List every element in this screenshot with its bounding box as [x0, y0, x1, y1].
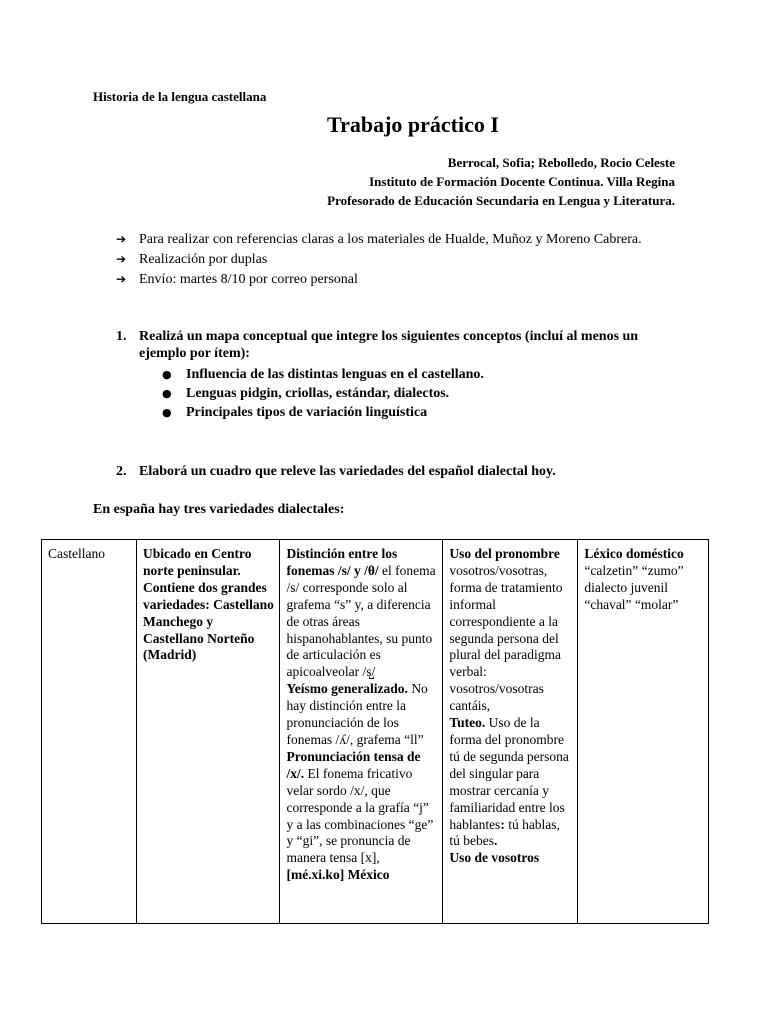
dot-icon: ● — [162, 368, 172, 381]
list-item: ● Lenguas pidgin, criollas, estándar, dialectos. — [162, 386, 450, 401]
cell-morphology: Uso del pronombre vosotros/vosotras, forma de tratamiento informal correspondiente a la segunda persona del plural del paradigma verbal: vosotros/vosotras cantáis, Tuteo. Uso de la forma del pronombre tú de segunda persona del singular para mostrar cercanía y familiaridad entre los hablantes: tú hablas, tú bebes. Uso de vosotros — [443, 540, 578, 924]
dot-icon: ● — [162, 406, 172, 419]
table-intro: En españa hay tres variedades dialectales: — [93, 502, 345, 517]
dialect-table — [41, 539, 709, 924]
list-item: ● Influencia de las distintas lenguas en el castellano. — [162, 367, 484, 382]
list-item: ➔ Para realizar con referencias claras a los materiales de Hualde, Muñoz y Moreno Cabrera. — [116, 232, 642, 247]
question-number: 1. — [116, 329, 127, 344]
arrow-right-icon: ➔ — [116, 252, 127, 266]
cell-phonetics: Distinción entre los fonemas /s/ y /θ/ el fonema /s/ corresponde solo al grafema “s” y, a diferencia de otras áreas hispanohablantes, su punto de articulación es apicoalveolar /s̺/ Yeísmo generalizado. No hay distinción entre la pronunciación de los fonemas /ʎ/, grafema “ll” Pronunciación tensa de /x/. El fonema fricativo velar sordo /x/, que corresponde a la grafía “j” y a las combinaciones “ge” y “gi”, se pronuncia de manera tensa [x], [mé.xi.ko] México — [280, 540, 443, 924]
cell-location: Ubicado en Centro norte peninsular. Contiene dos grandes variedades: Castellano Manchego y Castellano Norteño (Madrid) — [136, 540, 279, 924]
dot-icon: ● — [162, 387, 172, 400]
list-item: ➔ Realización por duplas — [116, 252, 268, 267]
institute: Instituto de Formación Docente Continua. Villa Regina — [369, 174, 675, 189]
question-number: 2. — [116, 464, 127, 479]
question-1 — [116, 328, 686, 362]
cell-lexicon: Léxico doméstico “calzetin” “zumo” dialecto juvenil “chaval” “molar” — [578, 540, 709, 924]
program: Profesorado de Educación Secundaria en Lengua y Literatura. — [327, 193, 675, 208]
concept-list — [162, 366, 484, 423]
arrow-right-icon: ➔ — [116, 232, 127, 246]
course-name: Historia de la lengua castellana — [93, 89, 267, 104]
arrow-right-icon: ➔ — [116, 272, 127, 286]
question-2 — [116, 463, 556, 480]
question-text: Elaborá un cuadro que releve las variedades del español dialectal hoy. — [139, 464, 556, 479]
question-text: Realizá un mapa conceptual que integre los siguientes conceptos (incluí al menos un ejemplo por ítem): — [139, 329, 639, 361]
page-title: Trabajo práctico I — [327, 112, 499, 137]
instructions-list — [116, 231, 656, 291]
list-item: ➔ Envío: martes 8/10 por correo personal — [116, 272, 358, 287]
list-item: ● Principales tipos de variación linguística — [162, 405, 428, 420]
authors: Berrocal, Sofia; Rebolledo, Rocio Celeste — [447, 155, 675, 170]
table-row — [42, 540, 709, 924]
cell-variety: Castellano — [42, 540, 137, 924]
